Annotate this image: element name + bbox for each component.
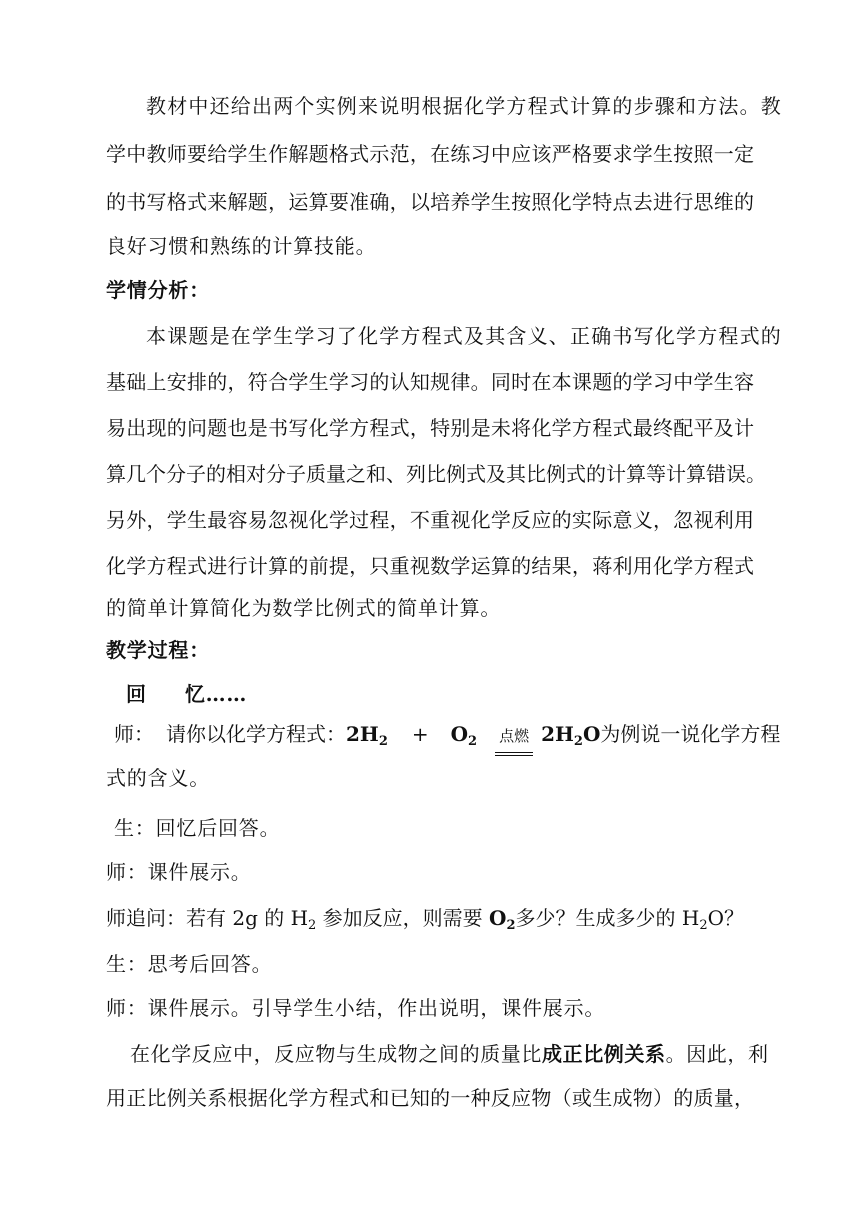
heading-process: 教学过程：: [106, 638, 210, 662]
para2-line1: 本课题是在学生学习了化学方程式及其含义、正确书写化学方程式的: [146, 324, 782, 348]
plus-sign: +: [411, 722, 429, 746]
para2-line6: 化学方程式进行计算的前提，只重视数学运算的结果，蒋利用化学方程式: [106, 554, 754, 578]
student-answer-1: 生：回忆后回答。: [114, 816, 281, 840]
para1-line4: 良好习惯和熟练的计算技能。: [106, 234, 377, 258]
para2-line4: 算几个分子的相对分子质量之和、列比例式及其比例式的计算等计算错误。: [106, 462, 766, 486]
teacher-show-1: 师：课件展示。: [106, 860, 252, 884]
teacher-suffix: 为例说一说化学方程: [600, 722, 781, 746]
para2-line7: 的简单计算简化为数学比例式的简单计算。: [106, 596, 502, 620]
conclusion-line2: 用正比例关系根据化学方程式和已知的一种反应物（或生成物）的质量，: [106, 1086, 754, 1110]
followup-o2: $O_2$: [489, 906, 516, 933]
reactant-o2: $O_2$: [450, 722, 478, 749]
heading-analysis: 学情分析：: [106, 278, 210, 302]
teacher-speaker: 师：: [114, 722, 154, 746]
teacher-prefix: 请你以化学方程式：: [166, 722, 346, 746]
para1-line2: 学中教师要给学生作解题格式示范，在练习中应该严格要求学生按照一定: [106, 142, 754, 166]
recall-char-b: 忆……: [184, 682, 248, 706]
key-phrase-proportional: 成正比例关系: [542, 1042, 666, 1066]
recall-char-a: 回: [126, 682, 147, 706]
teacher-show-2: 师：课件展示。引导学生小结，作出说明，课件展示。: [106, 996, 606, 1020]
teacher-followup: 师追问：若有 2g 的 $H_2$ 参加反应，则需要 $O_2$多少？生成多少的 $H_2O$？: [106, 906, 745, 933]
para2-line2: 基础上安排的，符合学生学习的认知规律。同时在本课题的学习中学生容: [106, 370, 754, 394]
para1-line3: 的书写格式来解题，运算要准确，以培养学生按照化学特点去进行思维的: [106, 190, 754, 214]
reaction-condition-ignite: 点燃: [495, 722, 533, 750]
recall-heading: [126, 680, 247, 708]
teacher-question-line1: [114, 720, 780, 750]
conclusion-line1: 在化学反应中，反应物与生成物之间的质量比成正比例关系。因此，利: [130, 1042, 769, 1066]
reactant-h2: $2H_2$: [346, 722, 388, 749]
product-h2o: $2H_2O$: [541, 722, 601, 749]
para2-line5: 另外，学生最容易忽视化学过程，不重视化学反应的实际意义，忽视利用: [106, 508, 754, 532]
para2-line3: 易出现的问题也是书写化学方程式，特别是未将化学方程式最终配平及计: [106, 416, 754, 440]
student-answer-2: 生：思考后回答。: [106, 952, 273, 976]
para1-line1: 教材中还给出两个实例来说明根据化学方程式计算的步骤和方法。教: [146, 94, 782, 118]
teacher-question-line2: 式的含义。: [106, 766, 210, 790]
